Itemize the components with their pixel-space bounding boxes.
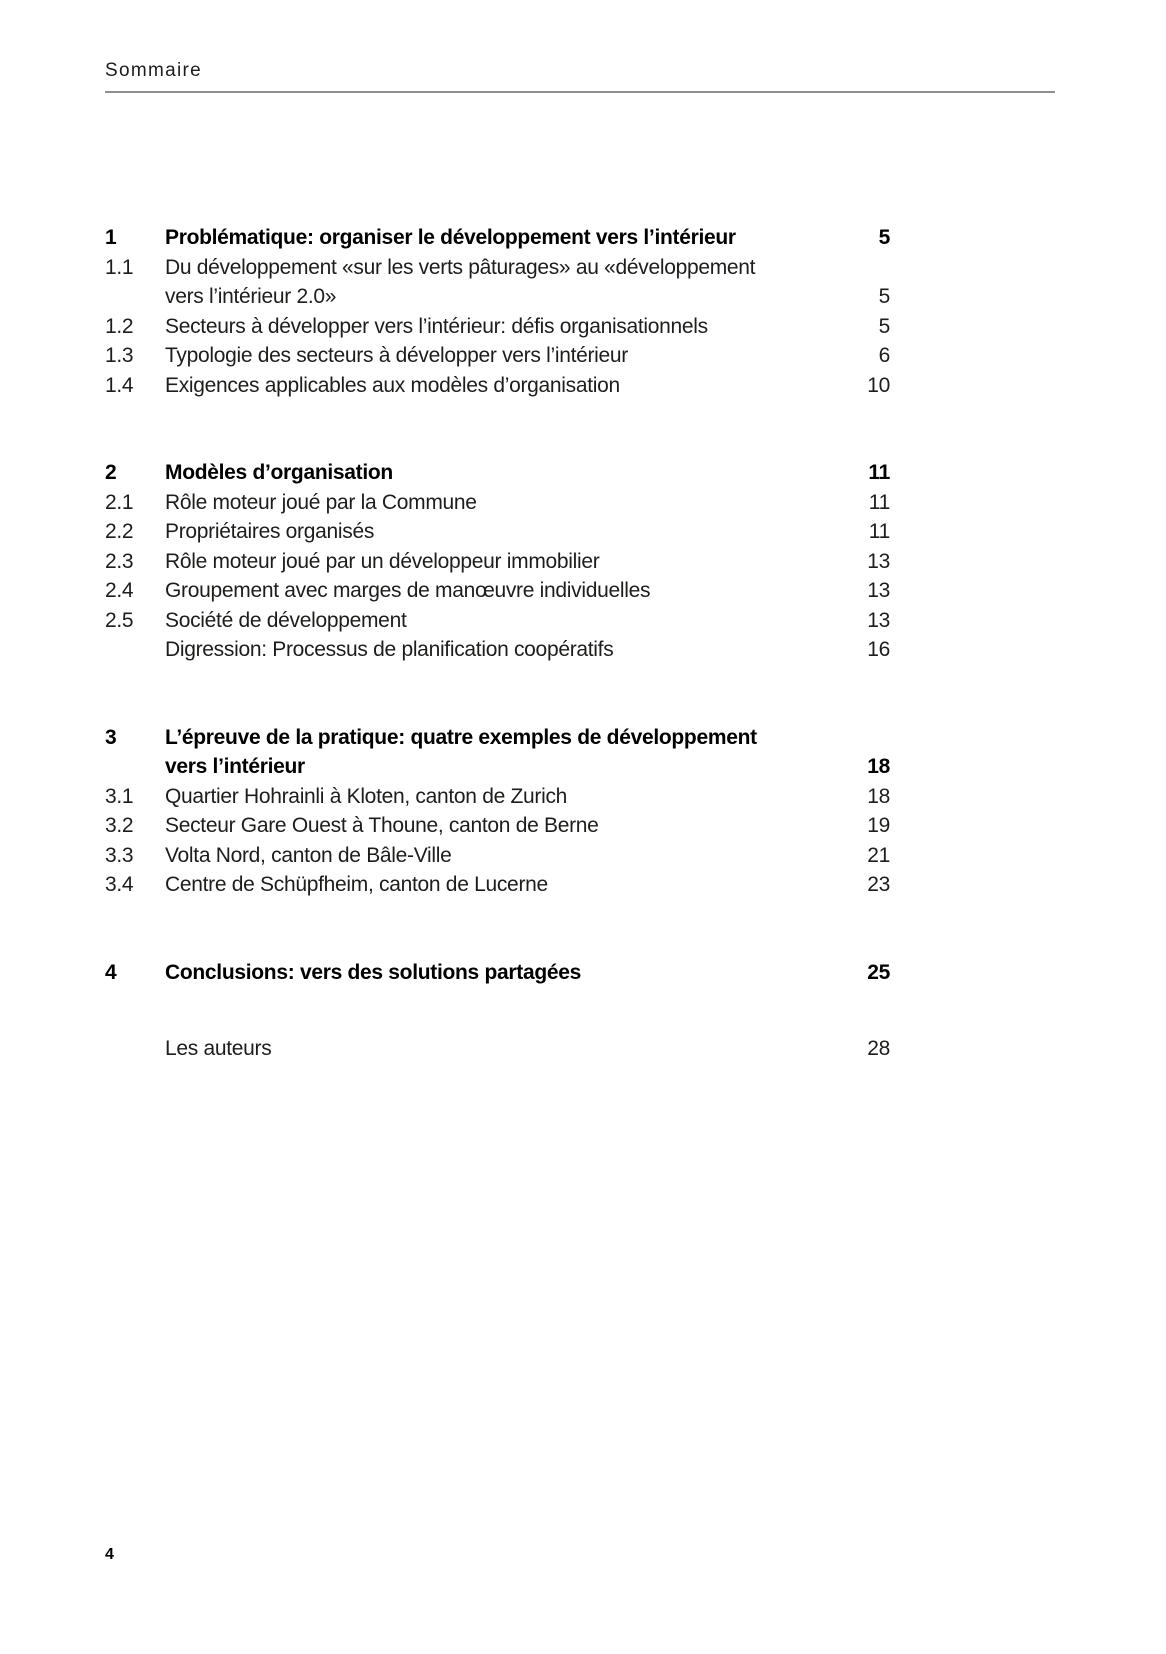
toc-entry-page: 28 — [867, 1037, 890, 1060]
toc-entry-number: 3.4 — [105, 873, 134, 896]
toc-entry-page: 18 — [867, 784, 890, 808]
toc-entry-title: Groupement avec marges de manœuvre individuelles — [165, 579, 651, 602]
toc-group — [105, 1034, 890, 1064]
toc-entry — [105, 782, 890, 812]
toc-entry-number: 2.1 — [105, 490, 134, 514]
toc-entry-number: 3 — [105, 725, 117, 749]
toc-entry-title: Société de développement — [165, 608, 407, 632]
toc-entry-page: 5 — [878, 314, 890, 338]
toc-entry-title: L’épreuve de la pratique: quatre exemples de développement vers l’intérieur — [165, 725, 757, 778]
toc-entry-number: 1.2 — [105, 314, 134, 338]
toc-entry — [105, 1034, 890, 1064]
toc-entry-page: 18 — [867, 755, 890, 778]
toc-entry-number: 3.2 — [105, 814, 134, 837]
toc-entry-page: 13 — [867, 549, 890, 573]
toc-group — [105, 958, 890, 988]
toc-entry-number: 1 — [105, 226, 117, 249]
toc-entry-page: 25 — [867, 960, 890, 984]
toc-entry — [105, 635, 890, 665]
toc-entry-page: 21 — [867, 843, 890, 867]
toc-entry — [105, 312, 890, 342]
toc-entry-page: 13 — [867, 608, 890, 632]
toc-group — [105, 723, 890, 900]
toc-entry — [105, 488, 890, 518]
toc-entry — [105, 341, 890, 371]
toc-entry-title: Rôle moteur joué par un développeur immobilier — [165, 549, 600, 573]
toc-entry — [105, 458, 890, 488]
toc-entry — [105, 547, 890, 577]
toc-entry-title: Les auteurs — [165, 1037, 272, 1060]
toc-entry — [105, 223, 890, 253]
toc-entry — [105, 958, 890, 988]
toc-entry-page: 5 — [878, 226, 890, 249]
toc-entry-page: 10 — [867, 373, 890, 397]
toc-entry — [105, 371, 890, 401]
toc-entry-number: 1.1 — [105, 255, 134, 279]
toc-entry-title: Secteurs à développer vers l’intérieur: défis organisationnels — [165, 314, 708, 338]
toc-entry-title: Du développement «sur les verts pâturages» au «développement vers l’intérieur 2.0» — [165, 255, 756, 308]
toc — [105, 223, 890, 1122]
toc-entry — [105, 723, 890, 782]
toc-entry-number: 2.5 — [105, 608, 134, 632]
header-divider — [105, 91, 1055, 93]
toc-entry-page: 11 — [868, 461, 890, 484]
toc-entry-title: Modèles d’organisation — [165, 461, 393, 484]
toc-entry — [105, 841, 890, 871]
toc-entry-page: 11 — [868, 520, 890, 543]
toc-entry — [105, 253, 890, 312]
toc-entry-title: Conclusions: vers des solutions partagées — [165, 960, 581, 984]
toc-entry-page: 13 — [867, 579, 890, 602]
toc-entry-number: 2.2 — [105, 520, 134, 543]
toc-entry-number: 3.3 — [105, 843, 134, 867]
toc-entry-number: 2.3 — [105, 549, 134, 573]
toc-entry — [105, 517, 890, 547]
toc-entry-number: 2.4 — [105, 579, 134, 602]
toc-entry-title: Problématique: organiser le développement vers l’intérieur — [165, 226, 736, 249]
toc-entry-number: 1.4 — [105, 373, 134, 397]
toc-group — [105, 223, 890, 400]
page-title: Sommaire — [105, 60, 202, 81]
toc-entry-number: 1.3 — [105, 344, 134, 367]
toc-entry-number: 2 — [105, 461, 117, 484]
toc-entry-title: Propriétaires organisés — [165, 520, 375, 543]
toc-entry-number: 4 — [105, 960, 117, 984]
toc-entry-title: Rôle moteur joué par la Commune — [165, 490, 477, 514]
toc-entry-page: 19 — [867, 814, 890, 837]
toc-entry-number: 3.1 — [105, 784, 134, 808]
toc-entry — [105, 870, 890, 900]
toc-entry-title: Secteur Gare Ouest à Thoune, canton de Berne — [165, 814, 599, 837]
toc-entry — [105, 811, 890, 841]
toc-entry-title: Centre de Schüpfheim, canton de Lucerne — [165, 873, 548, 896]
toc-group — [105, 458, 890, 665]
toc-entry-page: 11 — [868, 490, 890, 514]
toc-entry-title: Volta Nord, canton de Bâle-Ville — [165, 843, 452, 867]
footer-page-number: 4 — [105, 1546, 114, 1563]
toc-entry-title: Digression: Processus de planification coopératifs — [165, 638, 614, 661]
toc-entry-title: Exigences applicables aux modèles d’organisation — [165, 373, 620, 397]
toc-entry-page: 5 — [878, 285, 890, 308]
toc-entry-page: 23 — [867, 873, 890, 896]
toc-entry-title: Quartier Hohrainli à Kloten, canton de Zurich — [165, 784, 568, 808]
toc-entry — [105, 606, 890, 636]
toc-entry-title: Typologie des secteurs à développer vers l’intérieur — [165, 344, 628, 367]
toc-entry — [105, 576, 890, 606]
toc-entry-page: 6 — [878, 344, 890, 367]
toc-entry-page: 16 — [867, 638, 890, 661]
